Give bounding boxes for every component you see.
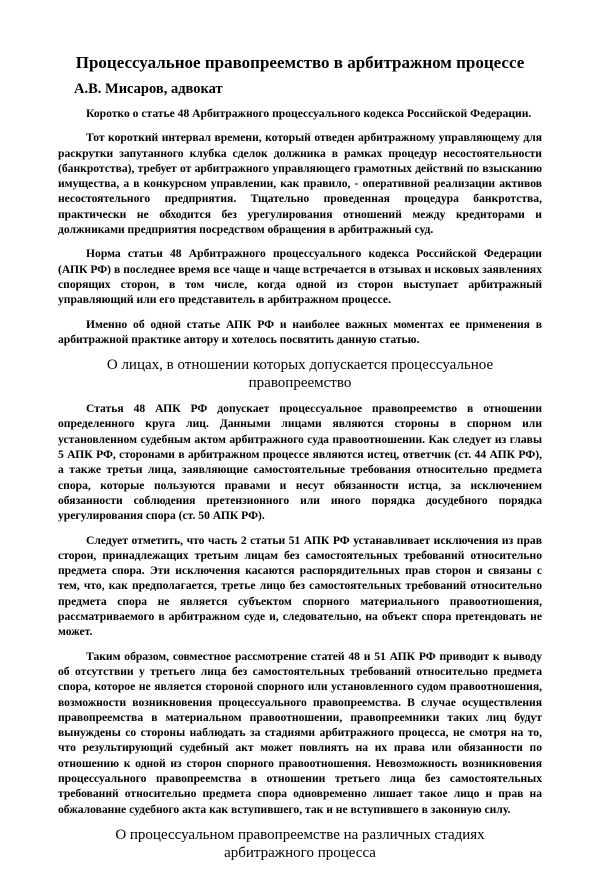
document-author: А.В. Мисаров, адвокат (74, 81, 223, 97)
paragraph: Таким образом, совместное рассмотрение статей 48 и 51 АПК РФ приводит к выводу об отсутствии у третьего лица без самостоятельных требований относительно предмета спора, которое не является стороной спорного или установленного судом правоотношения, возможности возникновения процессуального правопреемства. В случае осуществления правопреемства в материальном правоотношении, правопреемники таких лиц будут вынуждены со стороны наблюдать за стадиями арбитражного процесса, не смотря на то, что результирующий судебный акт может повлиять на их права или обязанности по отношению к одной из сторон спорного правоотношения. Невозможность возникновения процессуального правопреемства в отношении третьего лица без самостоятельных требований относительно предмета спора одновременно лишает такое лицо и прав на обжалование судебного акта как вступившего, так и не вступившего в законную силу. (58, 649, 542, 816)
paragraph: Следует отметить, что часть 2 статьи 51 АПК РФ устанавливает исключения из прав сторон, принадлежащих третьим лицам без самостоятельных требований относительно предмета спора. Эти исключения касаются распорядительных прав сторон и связаны с тем, что, как предполагается, третье лицо без самостоятельных требований относительно предмета спора не является субъектом спорного материального правоотношения, рассматриваемого в арбитражном суде и, следовательно, на объект спора претендовать не может. (58, 533, 542, 639)
paragraph: Тот короткий интервал времени, который отведен арбитражному управляющему для раскрутки запутанного клубка сделок должника в рамках процедур несостоятельности (банкротства), требует от арбитражного управляющего грамотных действий по взысканию имущества, а в конкурсном управлении, как правило, - оперативной реализации активов несостоятельного предприятия. Тщательно проведенная процедура банкротства, практически не обходится без урегулирования отношений между кредиторами и должниками предприятия посредством обращения в арбитражный суд. (58, 131, 542, 237)
document-title: Процессуальное правопреемство в арбитражном процессе (75, 53, 525, 72)
document-page (58, 52, 542, 871)
paragraph: Норма статьи 48 Арбитражного процессуального кодекса Российской Федерации (АПК РФ) в последнее время все чаще и чаще встречается в отзывах и исковых заявлениях спорящих сторон, в том числе, когда одной из сторон выступает арбитражный управляющий или его представитель в арбитражном процессе. (58, 247, 542, 307)
intro-paragraph: Коротко о статье 48 Арбитражного процессуального кодекса Российской Федерации. (86, 107, 532, 120)
section-heading: О лицах, в отношении которых допускается процессуальное правопреемство (106, 357, 494, 392)
paragraph: Именно об одной статье АПК РФ и наиболее важных моментах ее применения в арбитражной практике автору и хотелось посвятить данную статью. (58, 317, 542, 346)
section-heading: О процессуальном правопреемстве на различных стадиях арбитражного процесса (115, 826, 485, 861)
paragraph: Статья 48 АПК РФ допускает процессуальное правопреемство в отношении определенного круга лиц. Данными лицами являются стороны в спорном или установленном судебным актом арбитражного суда правоотношении. Как следует из главы 5 АПК РФ, сторонами в арбитражном процессе являются истец, ответчик (ст. 44 АПК РФ), а также третьи лица, заявляющие самостоятельные требования относительно предмета спора, которые пользуются правами и несут обязанности истца, за исключением обязанности соблюдения претензионного или иного порядка досудебного порядка урегулирования спора (ст. 50 АПК РФ). (58, 402, 542, 523)
